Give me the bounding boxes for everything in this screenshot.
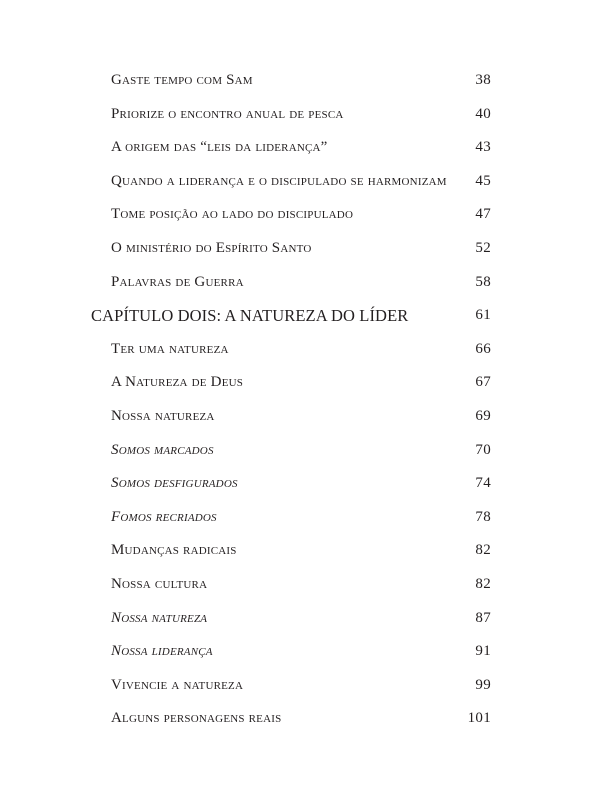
toc-entry-title: Priorize o encontro anual de pesca (111, 105, 344, 122)
toc-entry (0, 400, 600, 434)
toc-entry-title: Gaste tempo com Sam (111, 72, 253, 88)
toc-page-number: 70 (475, 441, 491, 458)
toc-page-number: 82 (475, 542, 491, 559)
toc-subentry-title: Nossa natureza (111, 609, 208, 626)
toc-entry (0, 165, 600, 199)
toc-page-number: 87 (475, 609, 491, 626)
toc-entry-title: Vivencie a natureza (111, 676, 244, 693)
toc-page-number: 91 (475, 643, 491, 660)
toc-page-number: 38 (475, 72, 491, 88)
chapter-title: CAPÍTULO DOIS: A NATUREZA DO LÍDER (91, 306, 409, 326)
toc-subentry-title: Fomos recriados (111, 508, 217, 525)
toc-page-number: 69 (475, 407, 491, 424)
toc-entry (0, 702, 600, 736)
toc-entry-title: A Natureza de Deus (111, 374, 244, 391)
toc-entry (0, 333, 600, 367)
toc-page-number: 58 (475, 273, 491, 290)
toc-entry (0, 366, 600, 400)
toc-entry-title: O ministério do Espírito Santo (111, 239, 312, 256)
toc-chapter-heading (0, 299, 600, 333)
toc-entry-title: A origem das “leis da liderança” (111, 139, 328, 156)
toc-entry (0, 198, 600, 232)
toc-entry (0, 64, 600, 98)
toc-subentry (0, 434, 600, 468)
toc-entry (0, 98, 600, 132)
toc-subentry-title: Nossa liderança (111, 643, 213, 660)
toc-page-number: 52 (475, 239, 491, 256)
toc-subentry (0, 501, 600, 535)
toc-subentry (0, 635, 600, 669)
toc-entry (0, 131, 600, 165)
toc-subentry (0, 467, 600, 501)
toc-page-number: 45 (475, 172, 491, 189)
toc-subentry (0, 602, 600, 636)
toc-page-number: 101 (467, 710, 491, 727)
toc-page-number: 78 (475, 508, 491, 525)
toc-page-number: 74 (475, 475, 491, 492)
toc-page-number: 40 (475, 105, 491, 122)
toc-entry (0, 266, 600, 300)
toc-page-number: 47 (475, 206, 491, 223)
toc-entry-title: Tome posição ao lado do discipulado (111, 206, 354, 223)
toc-page-number: 82 (475, 575, 491, 592)
table-of-contents (0, 64, 600, 736)
toc-entry (0, 232, 600, 266)
toc-entry (0, 568, 600, 602)
toc-subentry-title: Somos desfigurados (111, 475, 238, 492)
toc-entry-title: Nossa cultura (111, 575, 208, 592)
toc-page-number: 67 (475, 374, 491, 391)
toc-entry (0, 534, 600, 568)
toc-entry-title: Ter uma natureza (111, 340, 229, 357)
toc-page-number: 99 (475, 676, 491, 693)
toc-entry (0, 669, 600, 703)
toc-page-number: 43 (475, 139, 491, 156)
toc-entry-title: Nossa natureza (111, 407, 215, 424)
toc-page-number: 61 (475, 307, 491, 324)
toc-entry-title: Quando a liderança e o discipulado se harmonizam (111, 172, 447, 189)
toc-entry-title: Alguns personagens reais (111, 710, 282, 727)
toc-entry-title: Palavras de Guerra (111, 273, 244, 290)
toc-page-number: 66 (475, 340, 491, 357)
toc-entry-title: Mudanças radicais (111, 542, 237, 559)
toc-subentry-title: Somos marcados (111, 441, 214, 458)
